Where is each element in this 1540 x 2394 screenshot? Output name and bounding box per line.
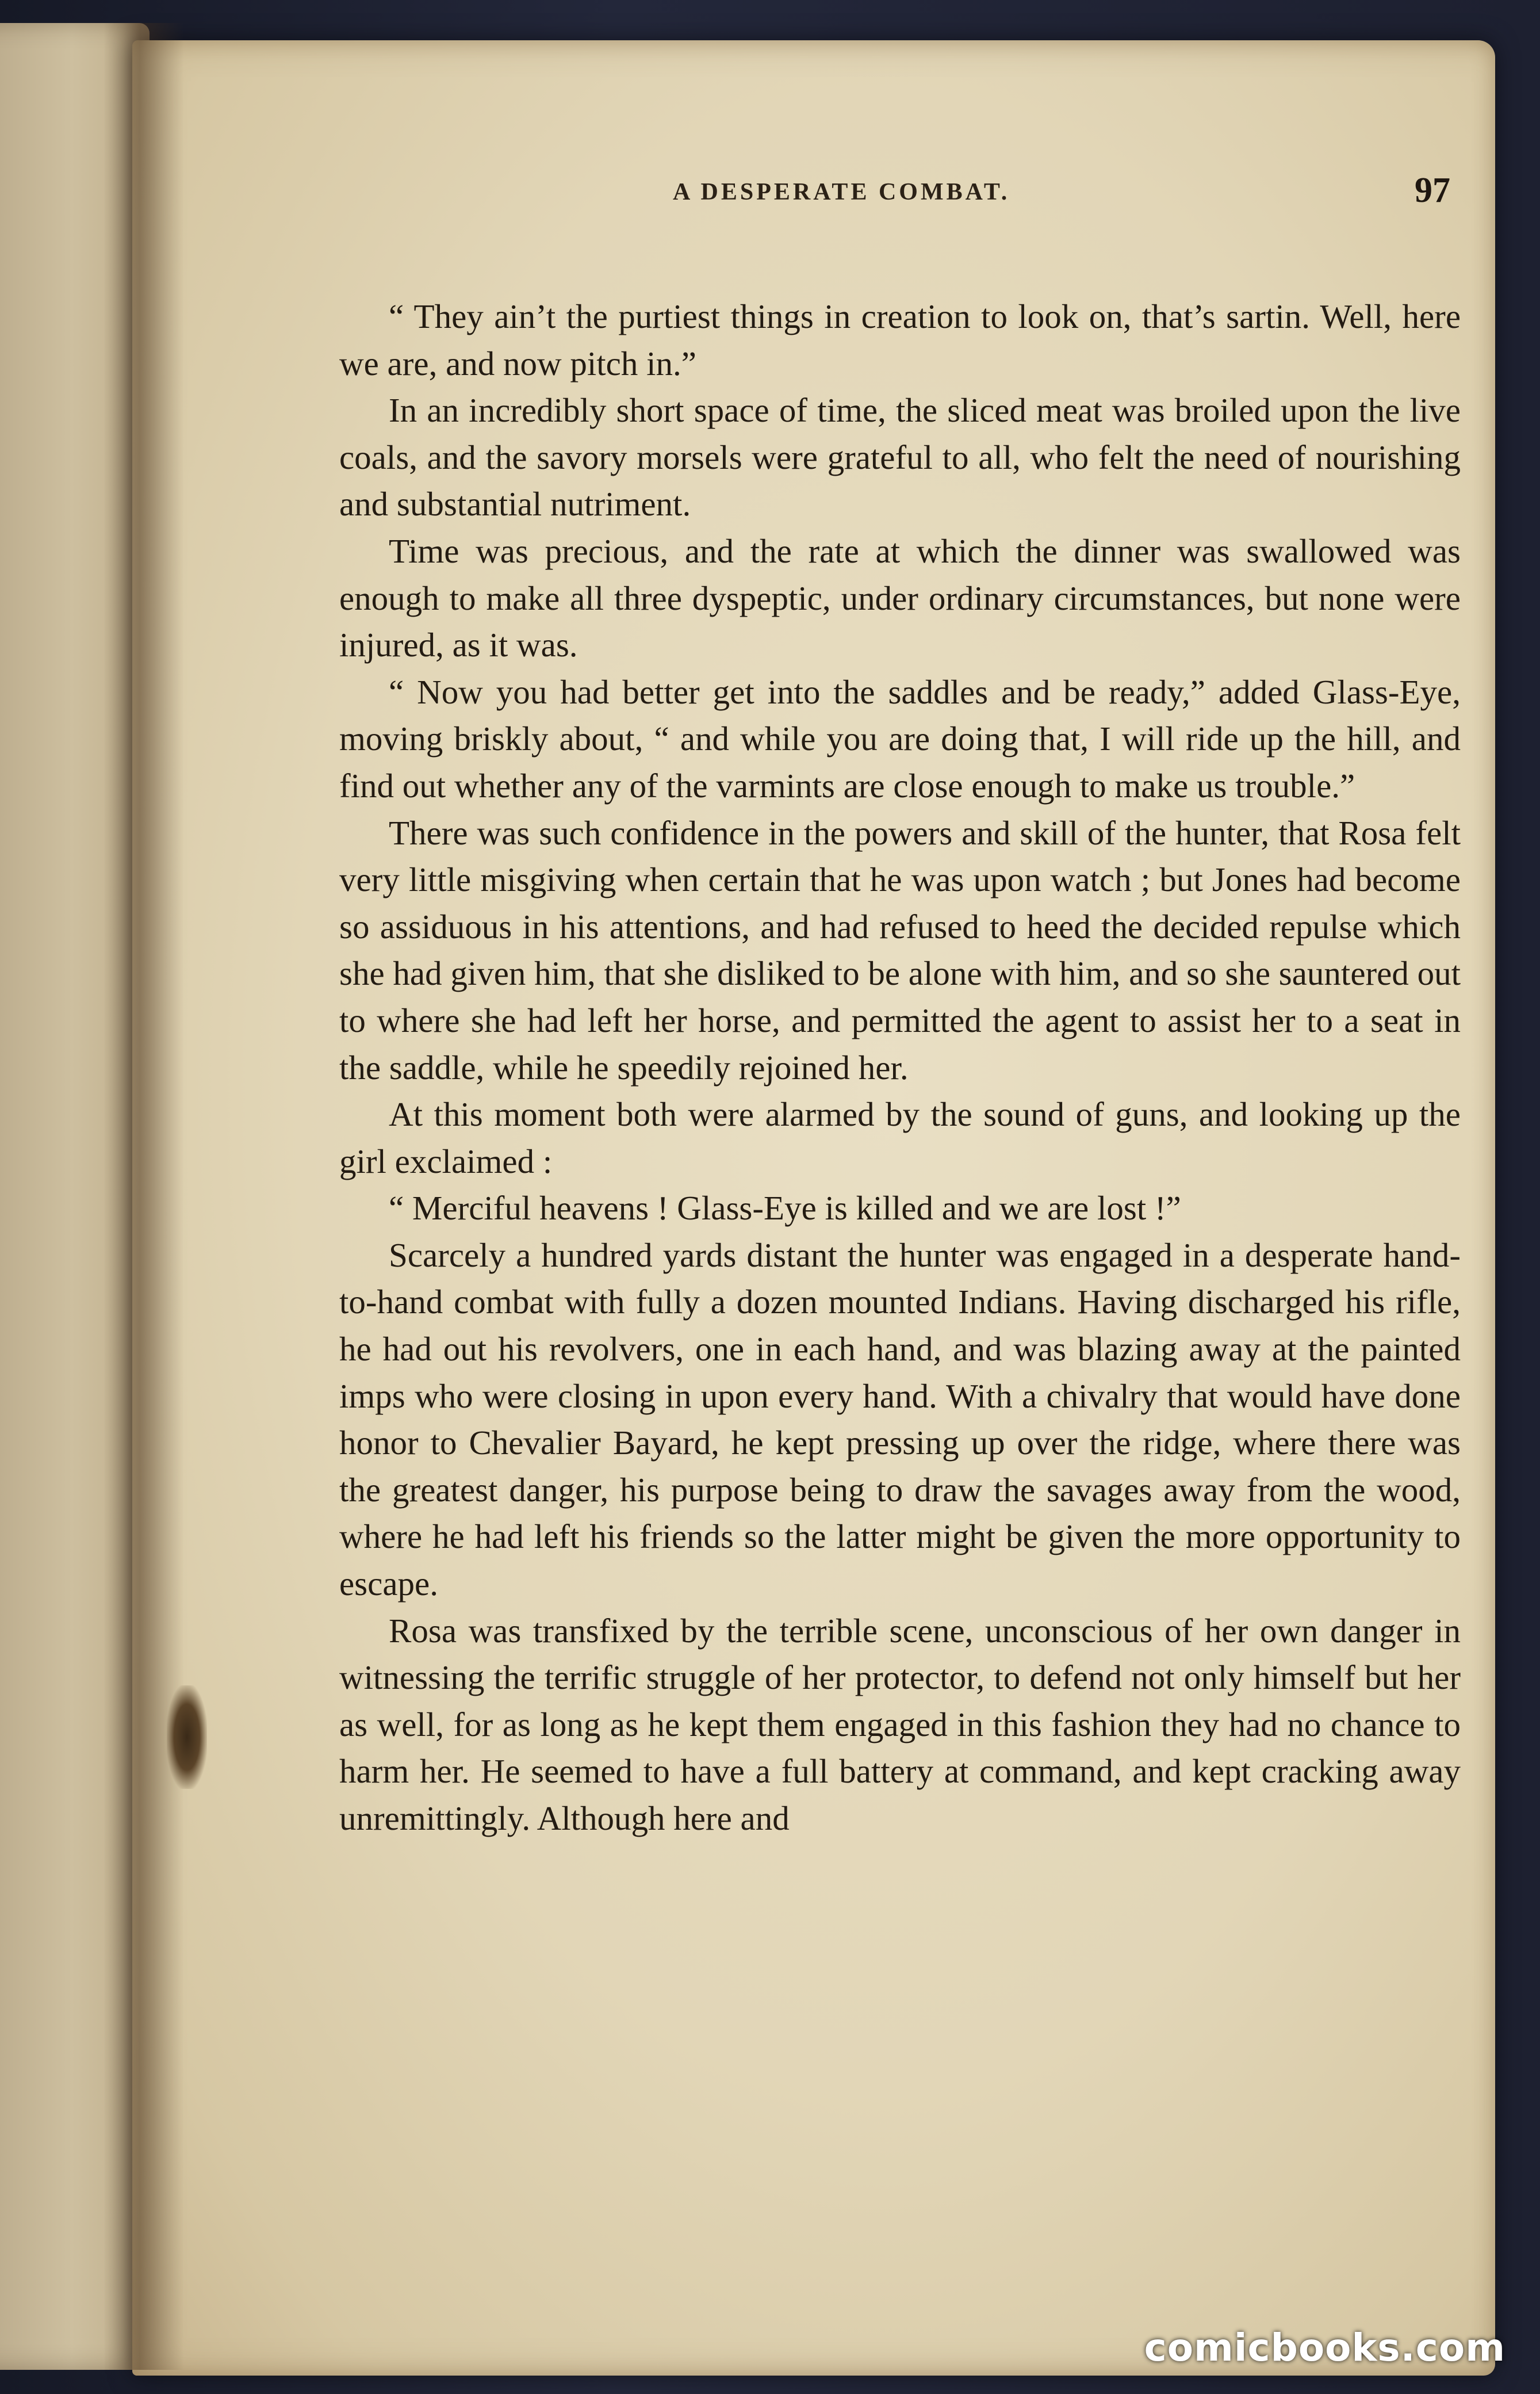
previous-page-text-fragments — [0, 247, 12, 396]
left-fragment — [0, 297, 12, 346]
book-gutter-shadow — [104, 23, 184, 2370]
paragraph: In an incredibly short space of time, the sliced meat was broiled upon the live coals, and the savory morsels were grateful to all, who felt the need of nourishing and substantial nutriment. — [339, 391, 1461, 523]
paragraph: There was such confidence in the powers and skill of the hunter, that Rosa felt very little misgiving when certain that he was upon watch ; but Jones had become so assiduous in his attentions, and had refused to heed the decided repulse which she had given him, that she disliked to be alone with him, and so she sauntered out to where she had left her horse, and permitted the agent to assist her to a seat in the saddle, while he speedily rejoined her. — [339, 813, 1461, 1087]
left-fragment — [0, 346, 12, 396]
chapter-title: A DESPERATE COMBAT. — [673, 179, 1010, 205]
site-watermark: comicbooks.com — [1144, 2326, 1505, 2370]
paragraph: “ Merciful heavens ! Glass-Eye is killed and we are lost !” — [389, 1189, 1181, 1227]
body-text — [339, 293, 1461, 1842]
page-number: 97 — [1415, 171, 1450, 210]
paragraph: Time was precious, and the rate at which the dinner was swallowed was enough to make all three dyspeptic, under ordinary circumstances, but none were injured, as it was. — [339, 531, 1461, 664]
paragraph: “ Now you had better get into the saddles and be ready,” added Glass-Eye, moving briskly about, “ and while you are doing that, I will ride up the hill, and find out whether any of the varmints are close enough to make us trouble.” — [339, 672, 1461, 805]
paragraph: At this moment both were alarmed by the sound of guns, and looking up the girl exclaimed : — [339, 1095, 1461, 1180]
paragraph: “ They ain’t the purtiest things in creation to look on, that’s sartin. Well, here we are, and now pitch in.” — [339, 297, 1461, 383]
paragraph: Scarcely a hundred yards distant the hunter was engaged in a desperate hand-to-hand combat with fully a dozen mounted Indians. Having discharged his rifle, he had out his revolvers, one in each hand, and was blazing away at the painted imps who were closing in upon every hand. With a chivalry that would have done honor to Chevalier Bayard, he kept pressing up over the ridge, where there was the greatest danger, his purpose being to draw the savages away from the wood, where he had left his friends so the latter might be given the more opportunity to escape. — [339, 1236, 1461, 1603]
left-fragment — [0, 247, 12, 297]
book-page — [132, 40, 1495, 2376]
paragraph: Rosa was transfixed by the terrible scene, unconscious of her own danger in witnessing the terrific struggle of her protector, to defend not only himself but her as well, for as long as he kept them engaged in this fashion they had no chance to harm her. He seemed to have a full battery at command, and kept cracking away unremittingly. Although here and — [339, 1611, 1461, 1837]
